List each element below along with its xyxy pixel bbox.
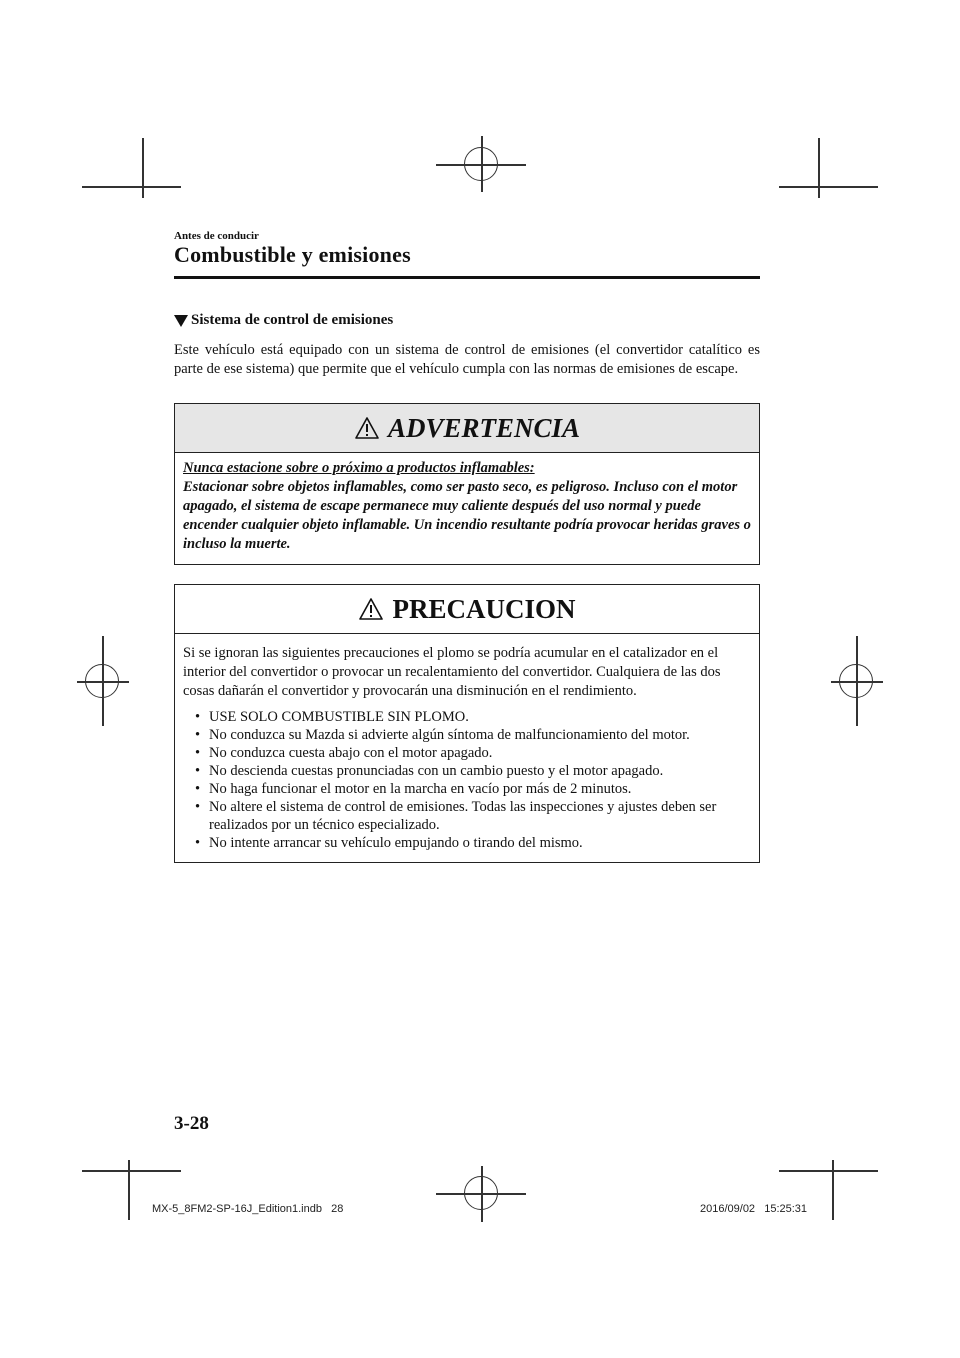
down-triangle-icon	[174, 315, 188, 327]
section-intro: Este vehículo está equipado con un sistema de control de emisiones (el convertidor catalítico es parte de ese sistema) que permite que el vehículo cumpla con las normas de emisiones de escape.	[174, 342, 760, 377]
caution-title: PRECAUCION	[392, 593, 576, 624]
warning-text: Estacionar sobre objetos inflamables, como ser pasto seco, es peligroso. Incluso con el motor apagado, el sistema de escape permanece muy caliente después del uso normal y puede encender cualquier objeto inflamable. Un incendio resultante podría provocar heridas graves o incluso la muerte.	[183, 479, 751, 552]
list-item: • No conduzca su Mazda si advierte algún síntoma de malfuncionamiento del motor.	[195, 727, 690, 743]
caution-box	[174, 584, 760, 863]
bullet: •	[195, 745, 201, 761]
warning-lead: Nunca estacione sobre o próximo a productos inflamables:	[183, 460, 535, 476]
warning-box	[174, 403, 760, 565]
list-item: • No conduzca cuesta abajo con el motor apagado.	[195, 745, 493, 761]
caution-intro: Si se ignoran las siguientes precauciones el plomo se podría acumular en el catalizador en el interior del convertidor o provocar un recalentamiento del convertidor. Cualquiera de las dos cosas dañarán el convertidor y provocarán una disminución en el rendimiento.	[183, 645, 721, 699]
bullet: •	[195, 781, 201, 797]
bullet: •	[195, 799, 201, 815]
footer-file	[152, 1203, 343, 1215]
list-item: • No intente arrancar su vehículo empujando o tirando del mismo.	[195, 835, 583, 851]
bullet: •	[195, 763, 201, 779]
page-title: Combustible y emisiones	[174, 242, 411, 267]
warning-icon	[354, 416, 380, 440]
list-item: • USE SOLO COMBUSTIBLE SIN PLOMO.	[195, 709, 469, 725]
footer-file-name: MX-5_8FM2-SP-16J_Edition1.indb	[152, 1203, 322, 1215]
caution-body	[175, 634, 759, 862]
warning-body	[175, 453, 759, 564]
bullet: •	[195, 709, 201, 725]
warning-title: ADVERTENCIA	[387, 412, 581, 443]
footer-timestamp: 2016/09/02 15:25:31	[700, 1203, 808, 1215]
list-item: • No descienda cuestas pronunciadas con un cambio puesto y el motor apagado.	[195, 763, 664, 779]
bullet: •	[195, 835, 201, 851]
title-rule	[174, 276, 760, 279]
section-heading-text: Sistema de control de emisiones	[191, 312, 394, 328]
page-number: 3-28	[174, 1113, 209, 1134]
warning-icon	[358, 597, 384, 621]
list-item: • No altere el sistema de control de emisiones. Todas las inspecciones y ajustes deben ser realizados por un técnico especializado.	[195, 799, 717, 833]
list-item: • No haga funcionar el motor en la marcha en vacío por más de 2 minutos.	[195, 781, 632, 797]
caution-header	[175, 585, 759, 634]
warning-header	[175, 404, 759, 453]
bullet: •	[195, 727, 201, 743]
caution-list	[183, 708, 751, 852]
footer-file-page: 28	[331, 1203, 344, 1215]
section-heading	[174, 312, 393, 329]
breadcrumb: Antes de conducir	[174, 230, 259, 242]
